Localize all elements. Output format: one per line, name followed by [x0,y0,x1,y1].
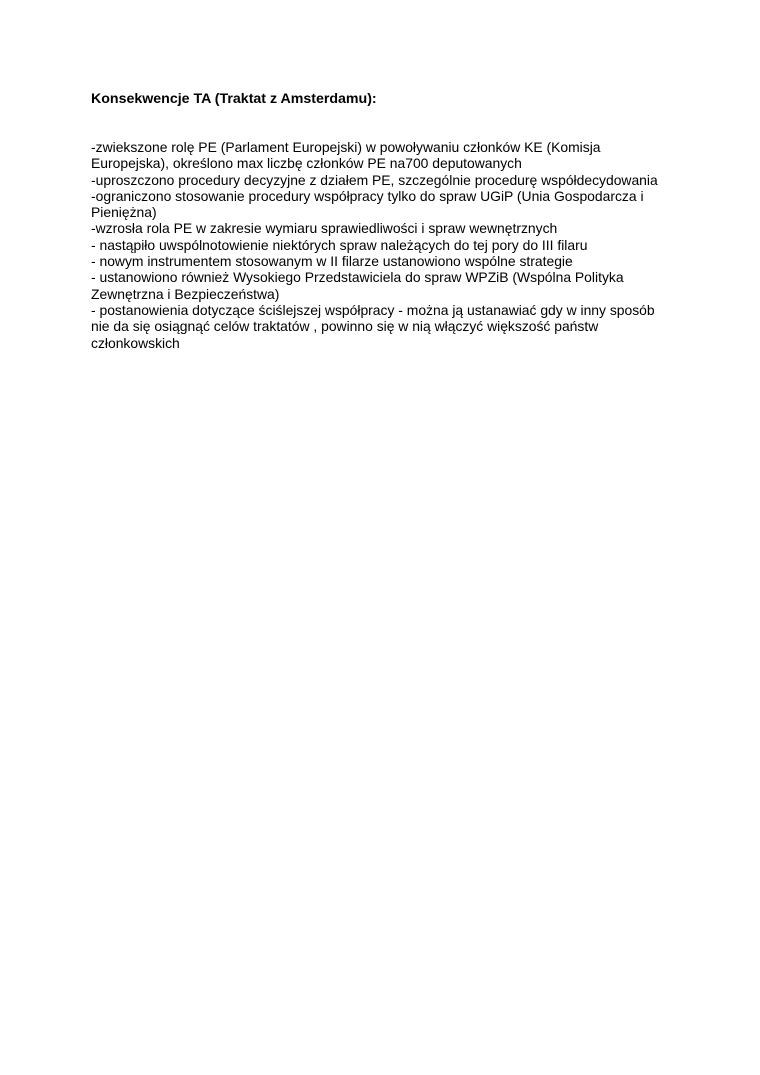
body-line: członkowskich [91,334,180,351]
body-line: -zwiekszone rolę PE (Parlament Europejski) w powoływaniu członków KE (Komisja [91,139,601,155]
body-line: -wzrosła rola PE w zakresie wymiaru sprawiedliwości i spraw wewnętrznych [91,220,558,237]
document-title: Konsekwencje TA (Traktat z Amsterdamu): [91,91,377,107]
body-line: -uproszczono procedury decyzyjne z działem PE, szczególnie procedurę współdecydowania [91,171,658,188]
body-line: -ograniczono stosowanie procedury współpracy tylko do spraw UGiP (Unia Gospodarcza i [91,187,644,204]
document-body [91,139,691,351]
body-line: nie da się osiągnąć celów traktatów , powinno się w nią włączyć większość państw [91,318,599,335]
body-line: - nastąpiło uwspólnotowienie niektórych spraw należących do tej pory do III filaru [91,236,588,253]
body-line: Zewnętrzna i Bezpieczeństwa) [91,285,280,302]
body-line: Europejska), określono max liczbę członków PE na700 deputowanych [91,155,522,172]
body-line: - postanowienia dotyczące ściślejszej współpracy - można ją ustanawiać gdy w inny sposób [91,301,655,318]
body-line: - nowym instrumentem stosowanym w II filarze ustanowiono wspólne strategie [91,253,573,270]
body-line: - ustanowiono również Wysokiego Przedstawiciela do spraw WPZiB (Wspólna Polityka [91,269,624,286]
body-line: Pieniężna) [91,204,157,221]
